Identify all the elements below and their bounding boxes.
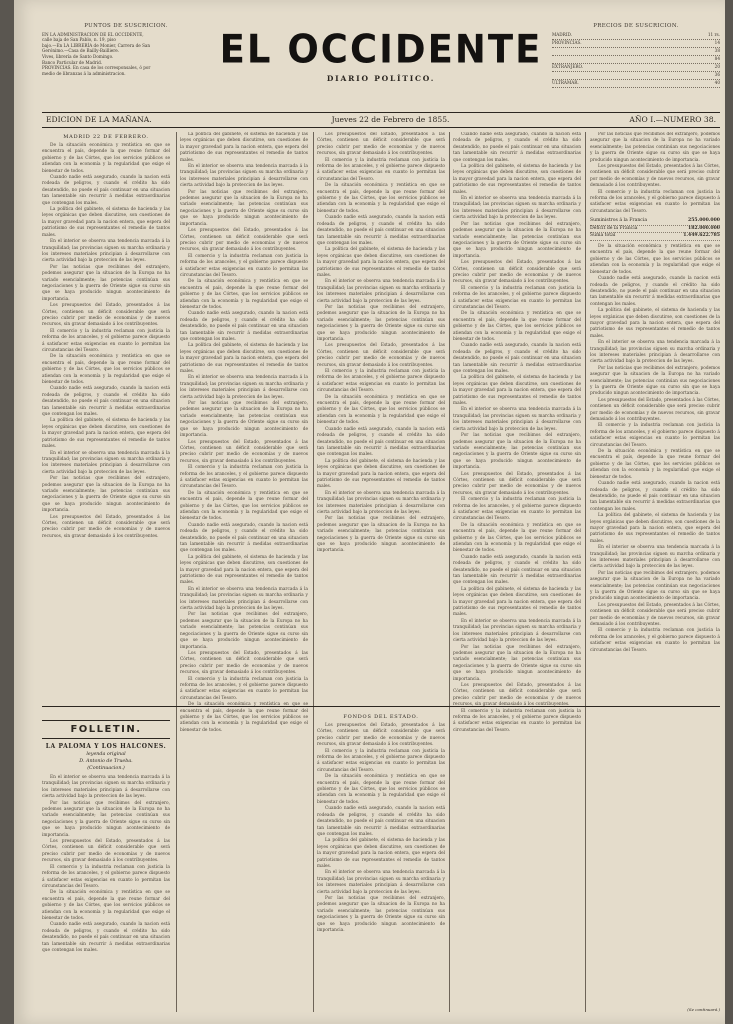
paragraph: De la situación económica y rentística en que se encuentra el país, depende la que reune formar del gobierno y de las Córtes, que los servicios públicos se atiendan con la economía y la regularidad que exige el bienestar de todos. xyxy=(42,890,170,921)
subscription-line: calle baja de San Pablo, n. 19, piso xyxy=(42,37,116,43)
paragraph: Cuando nadie está asegurado, cuando la nacion está rodeada de peligros, y cuando el crédito ha sido desatendido, no puede el país continuar en una situacion tan lamentable sin recurrir á medidas extraordinarias que contengan los males. xyxy=(453,343,581,375)
paragraph: Cuando nadie está asegurado, cuando la nacion está rodeada de peligros, y cuando el crédito ha sido desatendido, no puede el país continuar en una situacion tan lamentable sin recurrir á medidas extraordinarias que contengan los males. xyxy=(317,806,445,837)
paragraph: El comercio y la industria reclaman con justicia la reforma de los aranceles, y el gobierno parece dispuesto á satisfacer estas exigencias en cuanto lo permitan las circunstancias del Tesoro. xyxy=(317,157,445,182)
newspaper-page xyxy=(14,0,725,1024)
column-2 xyxy=(180,132,308,1012)
column-rule xyxy=(449,132,450,1012)
paragraph: Los presupuestos del Estado, presentados á las Córtes, contienen un déficit considerable que será preciso cubrir por medio de economías y de nuevos recursos, sin gravar demasiado á los contribuyentes. xyxy=(42,514,170,539)
column-3-lower xyxy=(317,712,445,934)
table-row xyxy=(590,233,720,241)
column-5 xyxy=(590,132,720,1012)
paragraph: Cuando nadie está asegurado, cuando la nacion está rodeada de peligros, y cuando el crédito ha sido desatendido, no puede el país continuar en una situacion tan lamentable sin recurrir á medidas extraordinarias que contengan los males. xyxy=(317,215,445,246)
paragraph: De la situación económica y rentística en que se encuentra el país, depende la que reune formar del gobierno y de las Córtes, que los servicios públicos se atiendan con la economía y la regularidad que exige el bienestar de todos. xyxy=(42,354,170,386)
paragraph: Por las noticias que recibimos del extranjero, podemos asegurar que la situacion de la Europa no ha variado esencialmente; las potencias continúan sus negociaciones y la guerra de Oriente sigue su curso sin que se haya producido ningun acontecimiento de importancia. xyxy=(42,800,170,838)
price-value: 36 xyxy=(714,72,720,78)
paragraph: Cuando nadie está asegurado, cuando la nacion está rodeada de peligros, y cuando el crédito ha sido desatendido, no puede el país continuar en una situacion tan lamentable sin recurrir á medidas extraordinarias que contengan los males. xyxy=(42,386,170,418)
price-label: MADRID. xyxy=(552,32,573,38)
price-label: EXTRANJERO. xyxy=(552,64,584,70)
paragraph: Los presupuestos del Estado, presentados á las Córtes, contienen un déficit considerable que será preciso cubrir por medio de economías y de nuevos recursos, sin gravar demasiado á los contribuyentes. xyxy=(42,839,170,864)
paragraph: El comercio y la industria reclaman con justicia la reforma de los aranceles, y el gobierno parece dispuesto á satisfacer estas exigencias en cuanto lo permitan las circunstancias del Tesoro. xyxy=(42,864,170,889)
price-row xyxy=(552,56,720,64)
price-row xyxy=(552,72,720,80)
paragraph: El comercio y la industria reclaman con justicia la reforma de los aranceles, y el gobierno parece dispuesto á satisfacer estas exigencias en cuanto lo permitan las circunstancias del Tesoro. xyxy=(453,497,581,522)
subscription-line: Vives, librería de Santo Domingo. xyxy=(42,53,114,59)
price-value: 14 xyxy=(714,40,720,46)
paragraph: En el interior se observa una tendencia marcada á la tranquilidad; las provincias siguen su marcha ordinaria y los intereses materiales principian á desarrollarse con cierta actividad bajo la proteccion de las leyes. xyxy=(180,375,308,400)
paragraph: Cuando nadie está asegurado, cuando la nacion está rodeada de peligros, y cuando el crédito ha sido desatendido, no puede el país continuar en una situacion tan lamentable sin recurrir á medidas extraordinarias que contengan los males. xyxy=(590,481,720,512)
paragraph: De la situación económica y rentística en que se encuentra el país, depende la que reune formar del gobierno y de las Córtes, que los servicios públicos se atiendan con la economía y la regularidad que exige el bienestar de todos. xyxy=(180,702,308,733)
subscription-line: medio de libranzas á la administracion. xyxy=(42,70,126,76)
paragraph: Los presupuestos del Estado, presentados á las Córtes, contienen un déficit considerable que será preciso cubrir por medio de economías y de nuevos recursos, sin gravar demasiado á los contribuyentes. xyxy=(590,164,720,189)
price-label: PROVINCIAS. xyxy=(552,40,582,46)
paragraph: Por las noticias que recibimos del extranjero, podemos asegurar que la situacion de la Europa no ha variado esencialmente; las potencias continúan sus negociaciones y la guerra de Oriente sigue su curso sin que se haya producido ningun acontecimiento de importancia. xyxy=(180,401,308,439)
paragraph: De la situación económica y rentística en que se encuentra el país, depende la que reune formar del gobierno y de las Córtes, que los servicios públicos se atiendan con la economía y la regularidad que exige el bienestar de todos. xyxy=(590,449,720,480)
paragraph: En el interior se observa una tendencia marcada á la tranquilidad; las provincias siguen su marcha ordinaria y los intereses materiales principian á desarrollarse con cierta actividad bajo la proteccion de las leyes. xyxy=(42,239,170,264)
paragraph: Cuando nadie está asegurado, cuando la nacion está rodeada de peligros, y cuando el crédito ha sido desatendido, no puede el país continuar en una situacion tan lamentable sin recurrir á medidas extraordinarias que contengan los males. xyxy=(42,922,170,953)
column-1 xyxy=(42,132,170,1012)
folletin-author: D. Antonio de Trueba. xyxy=(79,759,133,764)
paragraph: La política del gabinete, el sistema de hacienda y las leyes orgánicas que deben discutirse, son cuestiones de la mayor gravedad para la nacion entera, que espera del patriotismo de sus representantes el remedio de tantos males. xyxy=(317,458,445,490)
paragraph: Cuando nadie está asegurado, cuando la nacion está rodeada de peligros, y cuando el crédito ha sido desatendido, no puede el país continuar en una situacion tan lamentable sin recurrir á medidas extraordinarias que contengan los males. xyxy=(317,426,445,458)
paragraph: Por las noticias que recibimos del extranjero, podemos asegurar que la situacion de la Europa no ha variado esencialmente; las potencias continúan sus negociaciones y la guerra de Oriente sigue su curso sin que se haya producido ningun acontecimiento de importancia. xyxy=(453,433,581,471)
subscription-line: Banco Particular de Madrid. xyxy=(42,59,103,65)
paragraph: En el interior se observa una tendencia marcada á la tranquilidad; las provincias siguen su marcha ordinaria y los intereses materiales principian á desarrollarse con cierta actividad bajo la proteccion de las leyes. xyxy=(42,450,170,475)
paragraph: El comercio y la industria reclaman con justicia la reforma de los aranceles, y el gobierno parece dispuesto á satisfacer estas exigencias en cuanto lo permitan las circunstancias del Tesoro. xyxy=(590,628,720,653)
price-value: 84 xyxy=(714,56,720,62)
paragraph: El comercio y la industria reclaman con justicia la reforma de los aranceles, y el gobierno parece dispuesto á satisfacer estas exigencias en cuanto lo permitan las circunstancias del Tesoro. xyxy=(180,465,308,490)
paragraph: El comercio y la industria reclaman con justicia la reforma de los aranceles, y el gobierno parece dispuesto á satisfacer estas exigencias en cuanto lo permitan las circunstancias del Tesoro. xyxy=(317,369,445,394)
title-block xyxy=(218,20,544,83)
paragraph: En el interior se observa una tendencia marcada á la tranquilidad; las provincias siguen su marcha ordinaria y los intereses materiales principian á desarrollarse con cierta actividad bajo la proteccion de las leyes. xyxy=(317,279,445,304)
folletin-subtitle: LA PALOMA Y LOS HALCONES. xyxy=(45,743,167,750)
paragraph: El comercio y la industria reclaman con justicia la reforma de los aranceles, y el gobierno parece dispuesto á satisfacer estas exigencias en cuanto lo permitan las circunstancias del Tesoro. xyxy=(42,328,170,353)
paragraph: De la situación económica y rentística en que se encuentra el país, depende la que reune formar del gobierno y de las Córtes, que los servicios públicos se atiendan con la economía y la regularidad que exige el bienestar de todos. xyxy=(180,490,308,522)
article-columns xyxy=(42,132,720,1012)
paragraph: El comercio y la industria reclaman con justicia la reforma de los aranceles, y el gobierno parece dispuesto á satisfacer estas exigencias en cuanto lo permitan las circunstancias del Tesoro. xyxy=(180,253,308,278)
paragraph: La política del gabinete, el sistema de hacienda y las leyes orgánicas que deben discutirse, son cuestiones de la mayor gravedad para la nacion entera, que espera del patriotismo de sus representantes el remedio de tantos males. xyxy=(180,132,308,163)
paragraph: Por las noticias que recibimos del extranjero, podemos asegurar que la situacion de la Europa no ha variado esencialmente; las potencias continúan sus negociaciones y la guerra de Oriente sigue su curso sin que se haya producido ningun acontecimiento de importancia. xyxy=(453,221,581,259)
price-value: 40 xyxy=(714,80,720,86)
paragraph: Los presupuestos del Estado, presentados á las Córtes, contienen un déficit considerable que será preciso cubrir por medio de economías y de nuevos recursos, sin gravar demasiado á los contribuyentes. xyxy=(453,471,581,496)
price-value: 11 rs. xyxy=(707,32,720,38)
folletin-block xyxy=(42,720,170,954)
article-text xyxy=(590,244,720,654)
column-4 xyxy=(453,132,581,1012)
paragraph: Los presupuestos del Estado, presentados á las Córtes, contienen un déficit considerable que será preciso cubrir por medio de economías y de nuevos recursos, sin gravar demasiado á los contribuyentes. xyxy=(317,343,445,368)
paragraph: Por las noticias que recibimos del extranjero, podemos asegurar que la situacion de la Europa no ha variado esencialmente; las potencias continúan sus negociaciones y la guerra de Oriente sigue su curso sin que se haya producido ningun acontecimiento de importancia. xyxy=(317,516,445,554)
paragraph: De la situación económica y rentística en que se encuentra el país, depende la que reune formar del gobierno y de las Córtes, que los servicios públicos se atiendan con la economía y la regularidad que exige el bienestar de todos. xyxy=(453,311,581,342)
paragraph: Por las noticias que recibimos del extranjero, podemos asegurar que la situacion de la Europa no ha variado esencialmente; las potencias continúan sus negociaciones y la guerra de Oriente sigue su curso sin que se haya producido ningun acontecimiento de importancia. xyxy=(590,570,720,602)
paragraph: Los presupuestos del Estado, presentados á las Córtes, contienen un déficit considerable que será preciso cubrir por medio de economías y de nuevos recursos, sin gravar demasiado á los contribuyentes. xyxy=(453,260,581,285)
dateline-bar xyxy=(42,112,720,128)
issue-date: Jueves 22 de Febrero de 1855. xyxy=(331,115,450,124)
paragraph: En el interior se observa una tendencia marcada á la tranquilidad; las provincias siguen su marcha ordinaria y los intereses materiales principian á desarrollarse con cierta actividad bajo la proteccion de las leyes. xyxy=(180,164,308,189)
paragraph: En el interior se observa una tendencia marcada á la tranquilidad; las provincias siguen su marcha ordinaria y los intereses materiales principian á desarrollarse con cierta actividad bajo la proteccion de las leyes. xyxy=(453,196,581,221)
paragraph: La política del gabinete, el sistema de hacienda y las leyes orgánicas que deben discutirse, son cuestiones de la mayor gravedad para la nacion entera, que espera del patriotismo de sus representantes el remedio de tantos males. xyxy=(453,164,581,195)
paragraph: La política del gabinete, el sistema de hacienda y las leyes orgánicas que deben discutirse, son cuestiones de la mayor gravedad para la nacion entera, que espera del patriotismo de sus representantes el remedio de tantos males. xyxy=(42,207,170,238)
paragraph: Los presupuestos del Estado, presentados á las Córtes, contienen un déficit considerable que será preciso cubrir por medio de economías y de nuevos recursos, sin gravar demasiado á los contribuyentes. xyxy=(180,650,308,676)
table-label: Suministros á la Francia xyxy=(590,218,648,224)
article-text xyxy=(42,143,170,540)
subscription-line: Gerónimo.—Casa de Bailly-Bailliere. xyxy=(42,48,120,54)
paragraph: La política del gabinete, el sistema de hacienda y las leyes orgánicas que deben discutirse, son cuestiones de la mayor gravedad para la nacion entera, que espera del patriotismo de sus representantes el remedio de tantos males. xyxy=(590,308,720,339)
subscription-prices-box xyxy=(552,24,720,88)
table-label: Déficit de la Francia xyxy=(590,225,638,231)
paragraph: La política del gabinete, el sistema de hacienda y las leyes orgánicas que deben discutirse, son cuestiones de la mayor gravedad para la nacion entera, que espera del patriotismo de sus representantes el remedio de tantos males. xyxy=(590,513,720,544)
paragraph: Por las noticias que recibimos del extranjero, podemos asegurar que la situacion de la Europa no ha variado esencialmente; las potencias continúan sus negociaciones y la guerra de Oriente sigue su curso sin que se haya producido ningun acontecimiento de importancia. xyxy=(453,644,581,682)
paragraph: Por las noticias que recibimos del extranjero, podemos asegurar que la situacion de la Europa no ha variado esencialmente; las potencias continúan sus negociaciones y la guerra de Oriente sigue su curso sin que se haya producido ningun acontecimiento de importancia. xyxy=(317,895,445,933)
paragraph: Los presupuestos del Estado, presentados á las Córtes, contienen un déficit considerable que será preciso cubrir por medio de economías y de nuevos recursos, sin gravar demasiado á los contribuyentes. xyxy=(42,303,170,328)
paragraph: Cuando nadie está asegurado, cuando la nacion está rodeada de peligros, y cuando el crédito ha sido desatendido, no puede el país continuar en una situacion tan lamentable sin recurrir á medidas extraordinarias que contengan los males. xyxy=(453,554,581,586)
paragraph: Los presupuestos del Estado, presentados á las Córtes, contienen un déficit considerable que será preciso cubrir por medio de economías y de nuevos recursos, sin gravar demasiado á los contribuyentes. xyxy=(180,439,308,464)
paragraph: El comercio y la industria reclaman con justicia la reforma de los aranceles, y el gobierno parece dispuesto á satisfacer estas exigencias en cuanto lo permitan las circunstancias del Tesoro. xyxy=(590,189,720,214)
paragraph: El comercio y la industria reclaman con justicia la reforma de los aranceles, y el gobierno parece dispuesto á satisfacer estas exigencias en cuanto lo permitan las circunstancias del Tesoro. xyxy=(453,708,581,733)
price-row xyxy=(552,80,720,88)
subscription-line: EN LA ADMINISTRACION DE EL OCCIDENTE, xyxy=(42,31,144,37)
article-text xyxy=(317,723,445,934)
paragraph: La política del gabinete, el sistema de hacienda y las leyes orgánicas que deben discutirse, son cuestiones de la mayor gravedad para la nacion entera, que espera del patriotismo de sus representantes el remedio de tantos males. xyxy=(317,247,445,278)
paragraph: De la situación económica y rentística en que se encuentra el país, depende la que reune formar del gobierno y de las Córtes, que los servicios públicos se atiendan con la economía y la regularidad que exige el bienestar de todos. xyxy=(180,279,308,310)
folletin-genre: leyenda original xyxy=(86,752,126,757)
column-heading: MADRID 22 DE FEBRERO. xyxy=(63,134,149,140)
newspaper-title: EL OCCIDENTE xyxy=(219,26,543,73)
column-rule xyxy=(585,132,586,1012)
price-row xyxy=(552,64,720,72)
paragraph: De la situación económica y rentística en que se encuentra el país, depende la que reune formar del gobierno y de las Córtes, que los servicios públicos se atiendan con la economía y la regularidad que exige el bienestar de todos. xyxy=(590,244,720,275)
price-value: 20 xyxy=(714,64,720,70)
table-row xyxy=(590,218,720,226)
paragraph: Por las noticias que recibimos del extranjero, podemos asegurar que la situacion de la Europa no ha variado esencialmente; las potencias continúan sus negociaciones y la guerra de Oriente sigue su curso sin que se haya producido ningun acontecimiento de importancia. xyxy=(42,476,170,514)
table-value: 255.000.000 xyxy=(688,218,720,224)
paragraph: Cuando nadie está asegurado, cuando la nacion está rodeada de peligros, y cuando el crédito ha sido desatendido, no puede el país continuar en una situacion tan lamentable sin recurrir á medidas extraordinarias que contengan los males. xyxy=(453,132,581,163)
paragraph: Por las noticias que recibimos del extranjero, podemos asegurar que la situacion de la Europa no ha variado esencialmente; las potencias continúan sus negociaciones y la guerra de Oriente sigue su curso sin que se haya producido ningun acontecimiento de importancia. xyxy=(590,365,720,397)
paragraph: El comercio y la industria reclaman con justicia la reforma de los aranceles, y el gobierno parece dispuesto á satisfacer estas exigencias en cuanto lo permitan las circunstancias del Tesoro. xyxy=(590,423,720,448)
paragraph: De la situación económica y rentística en que se encuentra el país, depende la que reune formar del gobierno y de las Córtes, que los servicios públicos se atiendan con la economía y la regularidad que exige el bienestar de todos. xyxy=(42,143,170,174)
paragraph: En el interior se observa una tendencia marcada á la tranquilidad; las provincias siguen su marcha ordinaria y los intereses materiales principian á desarrollarse con cierta actividad bajo la proteccion de las leyes. xyxy=(180,586,308,612)
paragraph: El comercio y la industria reclaman con justicia la reforma de los aranceles, y el gobierno parece dispuesto á satisfacer estas exigencias en cuanto lo permitan las circunstancias del Tesoro. xyxy=(180,676,308,701)
table-value: 1.449.622.785 xyxy=(683,233,720,239)
paragraph: De la situación económica y rentística en que se encuentra el país, depende la que reune formar del gobierno y de las Córtes, que los servicios públicos se atiendan con la economía y la regularidad que exige el bienestar de todos. xyxy=(317,774,445,805)
price-row xyxy=(552,40,720,48)
paragraph: Los presupuestos del Estado, presentados á las Córtes, contienen un déficit considerable que será preciso cubrir por medio de economías y de nuevos recursos, sin gravar demasiado á los contribuyentes. xyxy=(317,132,445,157)
paragraph: El comercio y la industria reclaman con justicia la reforma de los aranceles, y el gobierno parece dispuesto á satisfacer estas exigencias en cuanto lo permitan las circunstancias del Tesoro. xyxy=(453,285,581,310)
paragraph: La política del gabinete, el sistema de hacienda y las leyes orgánicas que deben discutirse, son cuestiones de la mayor gravedad para la nacion entera, que espera del patriotismo de sus representantes el remedio de tantos males. xyxy=(453,586,581,618)
article-text xyxy=(317,132,445,555)
subscription-points-heading: PUNTOS DE SUSCRICION. xyxy=(84,23,168,29)
price-row xyxy=(552,32,720,40)
folletin-title: FOLLETIN. xyxy=(42,720,170,739)
paragraph: La política del gabinete, el sistema de hacienda y las leyes orgánicas que deben discutirse, son cuestiones de la mayor gravedad para la nacion entera, que espera del patriotismo de sus representantes el remedio de tantos males. xyxy=(180,343,308,375)
paragraph: Por las noticias que recibimos del extranjero, podemos asegurar que la situacion de la Europa no ha variado esencialmente; las potencias continúan sus negociaciones y la guerra de Oriente sigue su curso sin que se haya producido ningun acontecimiento de importancia. xyxy=(317,304,445,342)
paragraph: De la situación económica y rentística en que se encuentra el país, depende la que reune formar del gobierno y de las Córtes, que los servicios públicos se atiendan con la economía y la regularidad que exige el bienestar de todos. xyxy=(453,522,581,554)
paragraph: La política del gabinete, el sistema de hacienda y las leyes orgánicas que deben discutirse, son cuestiones de la mayor gravedad para la nacion entera, que espera del patriotismo de sus representantes el remedio de tantos males. xyxy=(317,838,445,869)
article-text xyxy=(590,132,720,215)
paragraph: Los presupuestos del Estado, presentados á las Córtes, contienen un déficit considerable que será preciso cubrir por medio de economías y de nuevos recursos, sin gravar demasiado á los contribuyentes. xyxy=(590,602,720,628)
paragraph: En el interior se observa una tendencia marcada á la tranquilidad; las provincias siguen su marcha ordinaria y los intereses materiales principian á desarrollarse con cierta actividad bajo la proteccion de las leyes. xyxy=(453,618,581,644)
budget-table xyxy=(590,218,720,241)
article-text xyxy=(180,132,308,734)
subscription-points-box xyxy=(42,24,210,76)
subscription-prices-heading: PRECIOS DE SUSCRICION. xyxy=(593,23,679,29)
paragraph: En el interior se observa una tendencia marcada á la tranquilidad; las provincias siguen su marcha ordinaria y los intereses materiales principian á desarrollarse con cierta actividad bajo la proteccion de las leyes. xyxy=(317,490,445,515)
price-value: 38 xyxy=(714,48,720,54)
paragraph: En el interior se observa una tendencia marcada á la tranquilidad; las provincias siguen su marcha ordinaria y los intereses materiales principian á desarrollarse con cierta actividad bajo la proteccion de las leyes. xyxy=(590,340,720,365)
paragraph: La política del gabinete, el sistema de hacienda y las leyes orgánicas que deben discutirse, son cuestiones de la mayor gravedad para la nacion entera, que espera del patriotismo de sus representantes el remedio de tantos males. xyxy=(42,418,170,450)
paragraph: En el interior se observa una tendencia marcada á la tranquilidad; las provincias siguen su marcha ordinaria y los intereses materiales principian á desarrollarse con cierta actividad bajo la proteccion de las leyes. xyxy=(42,775,170,800)
paragraph: En el interior se observa una tendencia marcada á la tranquilidad; las provincias siguen su marcha ordinaria y los intereses materiales principian á desarrollarse con cierta actividad bajo la proteccion de las leyes. xyxy=(453,407,581,432)
article-text xyxy=(453,132,581,734)
paragraph: De la situación económica y rentística en que se encuentra el país, depende la que reune formar del gobierno y de las Córtes, que los servicios públicos se atiendan con la economía y la regularidad que exige el bienestar de todos. xyxy=(317,394,445,426)
table-label: Suma total xyxy=(590,233,616,239)
paragraph: Los presupuestos del Estado, presentados á las Córtes, contienen un déficit considerable que será preciso cubrir por medio de economías y de nuevos recursos, sin gravar demasiado á los contribuyentes. xyxy=(180,228,308,253)
paragraph: Por las noticias que recibimos del extranjero, podemos asegurar que la situacion de la Europa no ha variado esencialmente; las potencias continúan sus negociaciones y la guerra de Oriente sigue su curso sin que se haya producido ningun acontecimiento de importancia. xyxy=(590,132,720,163)
section-heading: FONDOS DEL ESTADO. xyxy=(343,714,419,720)
price-row xyxy=(552,48,720,56)
price-label: ULTRAMAR. xyxy=(552,80,579,86)
paragraph: Cuando nadie está asegurado, cuando la nacion está rodeada de peligros, y cuando el crédito ha sido desatendido, no puede el país continuar en una situacion tan lamentable sin recurrir á medidas extraordinarias que contengan los males. xyxy=(180,311,308,342)
column-rule xyxy=(313,132,314,1012)
continuation-note: (Se continuará.) xyxy=(687,1007,720,1012)
table-value: 182.000.000 xyxy=(688,225,720,231)
issue-number: AÑO I.—NUMERO 38. xyxy=(629,115,716,124)
newspaper-subtitle: DIARIO POLÍTICO. xyxy=(326,74,436,83)
masthead xyxy=(42,20,720,118)
paragraph: Los presupuestos del Estado, presentados á las Córtes, contienen un déficit considerable que será preciso cubrir por medio de economías y de nuevos recursos, sin gravar demasiado á los contribuyentes. xyxy=(590,397,720,423)
paragraph: Los presupuestos del Estado, presentados á las Córtes, contienen un déficit considerable que será preciso cubrir por medio de economías y de nuevos recursos, sin gravar demasiado á los contribuyentes. xyxy=(317,723,445,748)
paragraph: La política del gabinete, el sistema de hacienda y las leyes orgánicas que deben discutirse, son cuestiones de la mayor gravedad para la nacion entera, que espera del patriotismo de sus representantes el remedio de tantos males. xyxy=(180,554,308,586)
paragraph: Cuando nadie está asegurado, cuando la nacion está rodeada de peligros, y cuando el crédito ha sido desatendido, no puede el país continuar en una situacion tan lamentable sin recurrir á medidas extraordinarias que contengan los males. xyxy=(42,175,170,206)
paragraph: En el interior se observa una tendencia marcada á la tranquilidad; las provincias siguen su marcha ordinaria y los intereses materiales principian á desarrollarse con cierta actividad bajo la proteccion de las leyes. xyxy=(590,545,720,570)
subscription-line: PROVINCIAS. En casa de los corresponsales, ó por xyxy=(42,65,151,71)
folletin-text xyxy=(42,775,170,954)
paragraph: En el interior se observa una tendencia marcada á la tranquilidad; las provincias siguen su marcha ordinaria y los intereses materiales principian á desarrollarse con cierta actividad bajo la proteccion de las leyes. xyxy=(317,870,445,895)
paragraph: Por las noticias que recibimos del extranjero, podemos asegurar que la situacion de la Europa no ha variado esencialmente; las potencias continúan sus negociaciones y la guerra de Oriente sigue su curso sin que se haya producido ningun acontecimiento de importancia. xyxy=(180,612,308,650)
paragraph: Por las noticias que recibimos del extranjero, podemos asegurar que la situacion de la Europa no ha variado esencialmente; las potencias continúan sus negociaciones y la guerra de Oriente sigue su curso sin que se haya producido ningun acontecimiento de importancia. xyxy=(42,264,170,302)
paragraph: Cuando nadie está asegurado, cuando la nacion está rodeada de peligros, y cuando el crédito ha sido desatendido, no puede el país continuar en una situacion tan lamentable sin recurrir á medidas extraordinarias que contengan los males. xyxy=(590,276,720,307)
edition-label: EDICION DE LA MAÑANA. xyxy=(46,115,152,124)
paragraph: Por las noticias que recibimos del extranjero, podemos asegurar que la situacion de la Europa no ha variado esencialmente; las potencias continúan sus negociaciones y la guerra de Oriente sigue su curso sin que se haya producido ningun acontecimiento de importancia. xyxy=(180,189,308,227)
column-rule xyxy=(176,132,177,1012)
paragraph: Cuando nadie está asegurado, cuando la nacion está rodeada de peligros, y cuando el crédito ha sido desatendido, no puede el país continuar en una situacion tan lamentable sin recurrir á medidas extraordinarias que contengan los males. xyxy=(180,522,308,554)
folletin-continuation: (Continuacion.) xyxy=(87,766,125,771)
paragraph: Los presupuestos del Estado, presentados á las Córtes, contienen un déficit considerable que será preciso cubrir por medio de economías y de nuevos recursos, sin gravar demasiado á los contribuyentes. xyxy=(453,682,581,708)
subscription-line: bajo.—En LA LIBRERÍA de Monier, Carrera de San xyxy=(42,42,151,48)
paragraph: El comercio y la industria reclaman con justicia la reforma de los aranceles, y el gobierno parece dispuesto á satisfacer estas exigencias en cuanto lo permitan las circunstancias del Tesoro. xyxy=(317,748,445,773)
paragraph: La política del gabinete, el sistema de hacienda y las leyes orgánicas que deben discutirse, son cuestiones de la mayor gravedad para la nacion entera, que espera del patriotismo de sus representantes el remedio de tantos males. xyxy=(453,375,581,407)
column-3 xyxy=(317,132,445,1012)
paragraph: De la situación económica y rentística en que se encuentra el país, depende la que reune formar del gobierno y de las Córtes, que los servicios públicos se atiendan con la economía y la regularidad que exige el bienestar de todos. xyxy=(317,183,445,214)
